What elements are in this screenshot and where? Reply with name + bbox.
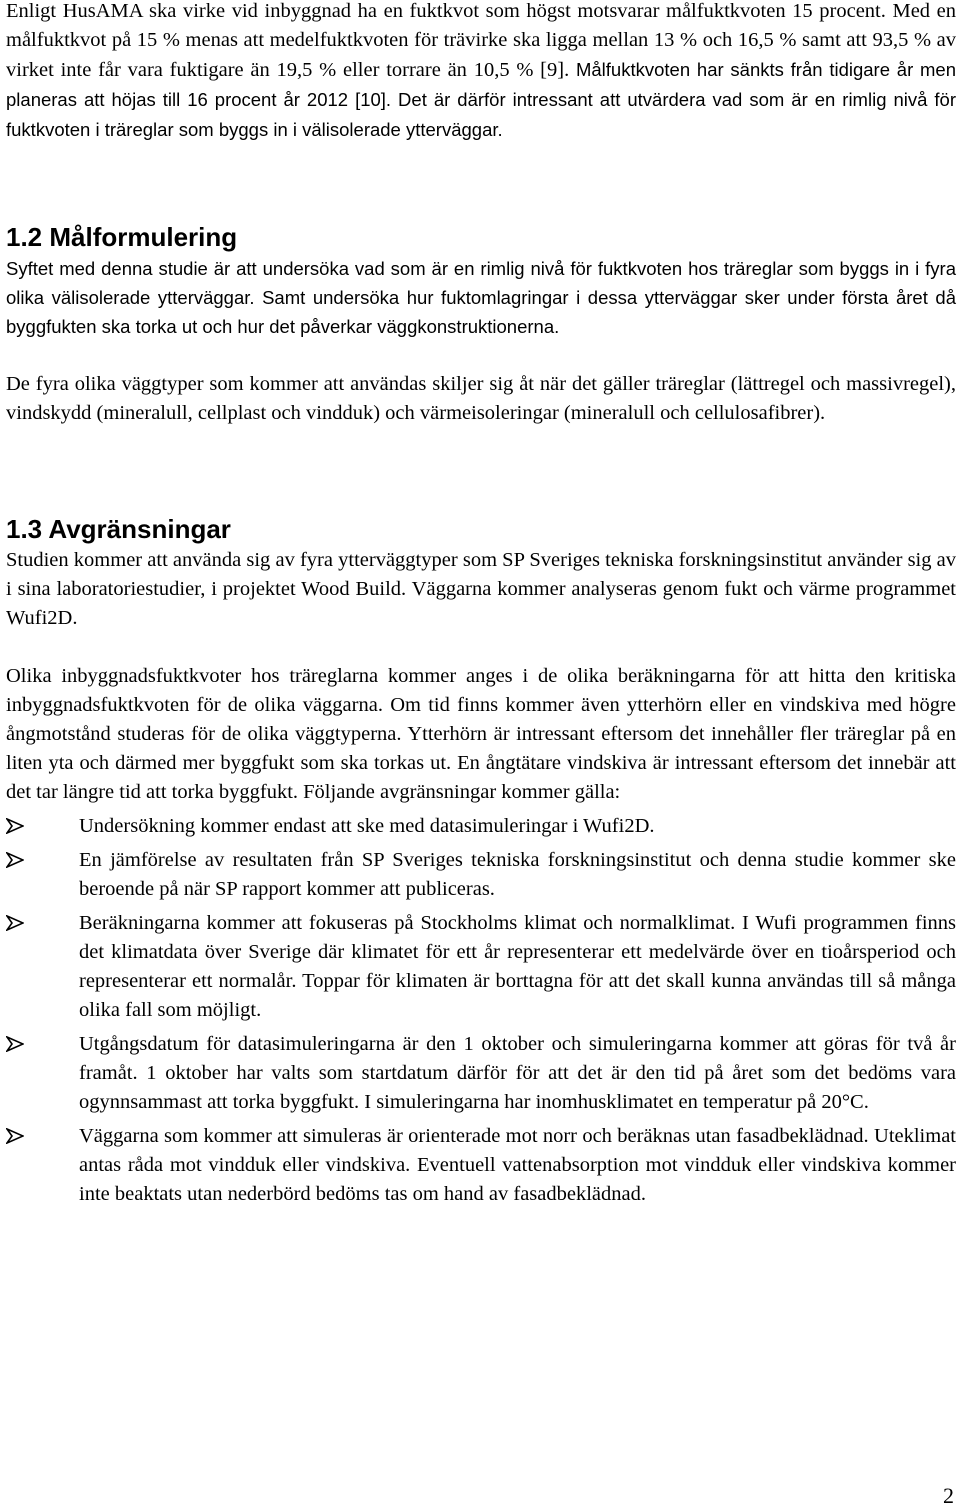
spacer [6, 428, 956, 512]
section-heading-1-2: 1.2 Målformulering [6, 222, 238, 252]
arrowhead-bullet-icon [6, 1128, 24, 1144]
intro-text-sans: Målfuktkvoten har sänkts från tidigare år men planeras att höjas till 16 procent år 2012 [10]. Det är därför intressant att utvärdera vad som är en rimlig nivå för fuktkvoten i träreglar som byggs in i välisolerade ytterväggar. [6, 59, 957, 140]
arrowhead-bullet-icon [6, 818, 24, 834]
limitations-list [6, 812, 956, 1209]
document-page [6, 0, 956, 1214]
scope-paragraph-2: Olika inbyggnadsfuktkvoter hos träreglarna kommer anges i de olika beräkningarna för att hitta den kritiska inbyggnadsfuktkvoten för de olika väggarna. Om tid finns kommer även ytterhörn eller en vindskiva med högre ångmotstånd studeras för de olika väggtyperna. Ytterhörn är intressant eftersom det innehåller fler träreglar på en liten yta och därmed mer byggfukt som ska torkas ut. En ångtätare vindskiva är intressant eftersom det innebär att det tar längre tid att torka byggfukt. Följande avgränsningar kommer gälla: [6, 665, 956, 803]
goal-paragraph: Syftet med denna studie är att undersöka vad som är en rimlig nivå för fuktkvoten hos träreglar som byggs in i fyra olika välisolerade ytterväggar. Samt undersöka hur fuktomlagringar i dessa ytterväggar sker under första året då byggfukten ska torka ut och hur det påverkar väggkonstruktionerna. [6, 258, 956, 337]
scope-paragraph-1: Studien kommer att använda sig av fyra ytterväggtyper som SP Sveriges tekniska forskningsinstitut använder sig av i sina laboratoriestudier, i projektet Wood Build. Väggarna kommer analyseras genom fukt och värme programmet Wufi2D. [6, 549, 956, 629]
spacer [6, 341, 956, 370]
list-item-text: Väggarna som kommer att simuleras är orienterade mot norr och beräknas utan fasadbeklädnad. Uteklimat antas råda mot vindduk eller vindskiva. Eventuell vattenabsorption mot vindduk eller vindskiva kommer inte beaktats utan nederbörd bedöms tas om hand av fasadbeklädnad. [79, 1125, 956, 1205]
list-item [6, 812, 956, 841]
wall-types-paragraph: De fyra olika väggtyper som kommer att användas skiljer sig åt när det gäller träreglar (lättregel och massivregel), vindskydd (mineralull, cellplast och vindduk) och värmeisoleringar (mineralull och cellulosafibrer). [6, 373, 956, 424]
spacer [6, 145, 956, 220]
arrowhead-bullet-icon [6, 1036, 24, 1052]
list-item [6, 1030, 956, 1117]
list-item-text: En jämförelse av resultaten från SP Sveriges tekniska forskningsinstitut och denna studie kommer ske beroende på när SP rapport kommer att publiceras. [79, 849, 956, 900]
page-number: 2 [943, 1483, 954, 1508]
list-item-text: Beräkningarna kommer att fokuseras på Stockholms klimat och normalklimat. I Wufi programmen finns det klimatdata över Sverige där klimatet för ett år representerar ett medelvärde över en tioårsperiod och representerar ett normalår. Toppar för klimaten är borttagna för att det skall kunna användas till så många olika fall som möjligt. [79, 912, 956, 1021]
section-heading-1-3: 1.3 Avgränsningar [6, 514, 231, 544]
arrowhead-bullet-icon [6, 852, 24, 868]
list-item [6, 909, 956, 1025]
spacer [6, 633, 956, 662]
list-item-text: Utgångsdatum för datasimuleringarna är den 1 oktober och simuleringarna kommer att göras för två år framåt. 1 oktober har valts som startdatum därför för att det är den tid på året som det bedöms vara ogynnsammast att torka byggfukt. I simuleringarna har inomhusklimatet en temperatur på 20°C. [79, 1033, 956, 1113]
intro-paragraph [6, 0, 956, 145]
arrowhead-bullet-icon [6, 915, 24, 931]
intro-text-serif: Enligt HusAMA ska virke vid inbyggnad ha en fuktkvot som högst motsvarar målfuktkvoten 15 procent. Med en målfuktkvot på 15 % menas att medelfuktkvoten för trävirke ska ligga mellan 13 % och 16,5 % samt att 93,5 % av virket inte får vara fuktigare än 19,5 % eller torrare än 10,5 % [9]. [6, 0, 956, 81]
list-item [6, 1122, 956, 1209]
list-item [6, 846, 956, 904]
list-item-text: Undersökning kommer endast att ske med datasimuleringar i Wufi2D. [79, 815, 655, 837]
